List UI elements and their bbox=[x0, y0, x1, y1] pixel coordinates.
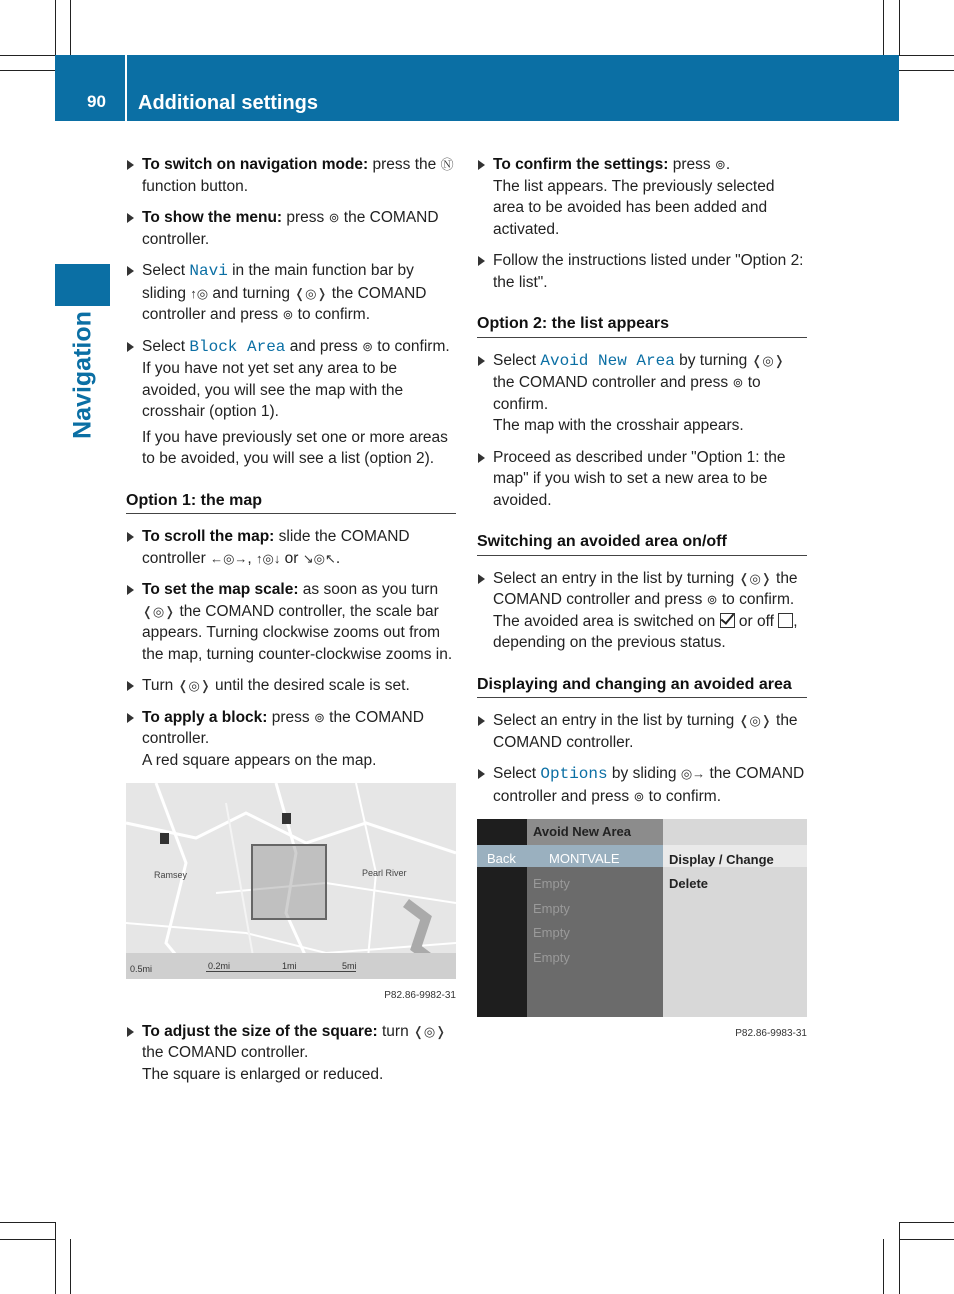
list-item bbox=[126, 260, 456, 326]
subheading: Option 1: the map bbox=[126, 490, 456, 515]
map-screenshot bbox=[126, 783, 456, 979]
map-place-label: Pearl River bbox=[362, 868, 407, 878]
item-text: Proceed as described under "Option 1: the map" if you wish to set a new area to be avoided. bbox=[493, 448, 786, 509]
item-text: by sliding bbox=[607, 765, 681, 782]
press-icon: ⊚ bbox=[706, 592, 718, 607]
bullet-icon bbox=[127, 213, 134, 223]
press-icon: ⊚ bbox=[328, 210, 340, 225]
item-note: The avoided area is switched on bbox=[493, 612, 720, 630]
turn-icon: ❬◎❭ bbox=[142, 603, 176, 619]
press-icon: ⊚ bbox=[362, 338, 373, 354]
slide-right-icon: ◎→ bbox=[680, 766, 706, 781]
bullet-icon bbox=[127, 342, 134, 352]
list-item bbox=[126, 579, 456, 665]
item-text: until the desired scale is set. bbox=[210, 677, 410, 694]
item-note: The list appears. The previously selected area to be avoided has been added and activated. bbox=[493, 177, 775, 238]
list-item bbox=[477, 350, 807, 437]
item-text: the COMAND controller and press bbox=[493, 374, 733, 391]
page-header bbox=[55, 55, 899, 121]
list-item bbox=[477, 154, 807, 240]
item-lead: To adjust the size of the square: bbox=[142, 1022, 378, 1040]
item-lead: To apply a block: bbox=[142, 708, 268, 726]
turn-icon: ❬◎❭ bbox=[738, 570, 772, 586]
item-text: , bbox=[247, 549, 257, 567]
turn-icon: ❬◎❭ bbox=[177, 678, 211, 693]
item-note: If you have not yet set any area to be avoided, you will see the map with the crosshair (option 1). bbox=[142, 360, 404, 420]
item-text: by turning bbox=[674, 351, 752, 369]
screen-title: Avoid New Area bbox=[527, 819, 663, 845]
list-item bbox=[477, 447, 807, 512]
list-item bbox=[126, 675, 456, 697]
item-text: press bbox=[668, 156, 715, 173]
press-icon: ⊚ bbox=[732, 375, 744, 390]
item-text: the COMAND controller. bbox=[142, 1044, 309, 1061]
navi-button-icon: Ⓝ bbox=[440, 157, 454, 172]
item-text: and turning bbox=[208, 284, 295, 302]
press-icon: ⊚ bbox=[313, 709, 325, 725]
menu-term: Block Area bbox=[189, 337, 286, 356]
item-lead: To show the menu: bbox=[142, 209, 283, 226]
list-item bbox=[126, 707, 456, 772]
bullet-icon bbox=[478, 716, 485, 726]
bullet-icon bbox=[127, 681, 134, 691]
item-lead: To switch on navigation mode: bbox=[142, 156, 369, 173]
item-lead: To scroll the map: bbox=[142, 528, 275, 545]
press-icon: ⊚ bbox=[282, 307, 294, 322]
map-place-label: Ramsey bbox=[154, 870, 188, 880]
scale-label: 0.2mi bbox=[208, 961, 231, 971]
subheading: Displaying and changing an avoided area bbox=[477, 674, 807, 699]
item-text: to confirm. bbox=[493, 374, 761, 413]
crop-mark bbox=[899, 1239, 954, 1240]
figure-id: P82.86-9983-31 bbox=[735, 1028, 807, 1039]
turn-icon: ❬◎❭ bbox=[751, 352, 785, 368]
sidebar-tab bbox=[55, 305, 110, 445]
list-item bbox=[126, 1021, 456, 1086]
crop-mark bbox=[883, 1239, 884, 1294]
crop-mark bbox=[0, 55, 55, 56]
item-text: slide the COMAND controller bbox=[142, 528, 410, 567]
item-text: the COMAND controller and press bbox=[142, 284, 427, 323]
item-text: in the main function bar by sliding bbox=[142, 262, 414, 302]
list-item bbox=[126, 526, 456, 569]
item-text: the COMAND controller. bbox=[142, 708, 424, 747]
column-left bbox=[126, 154, 456, 1095]
scale-label: 0.5mi bbox=[130, 964, 153, 974]
sidebar-label: Navigation bbox=[68, 311, 96, 439]
crop-mark bbox=[0, 70, 55, 71]
item-text: Select an entry in the list by turning bbox=[493, 712, 739, 729]
item-text: the COMAND controller. bbox=[142, 209, 439, 248]
item-text: press bbox=[282, 209, 329, 226]
list-figure bbox=[477, 819, 807, 1045]
item-note: A red square appears on the map. bbox=[142, 751, 377, 769]
item-text: to confirm. bbox=[644, 787, 722, 805]
item-text: to confirm. bbox=[293, 306, 371, 323]
section-title: Additional settings bbox=[138, 92, 318, 114]
bullet-icon bbox=[127, 266, 134, 276]
item-text: as soon as you turn bbox=[298, 581, 439, 598]
press-icon: ⊚ bbox=[633, 788, 645, 804]
item-text: . bbox=[335, 549, 341, 567]
bullet-icon bbox=[127, 713, 134, 723]
crop-mark bbox=[899, 55, 954, 56]
fuel-icon bbox=[282, 813, 291, 824]
screen-option: Delete bbox=[669, 876, 709, 891]
list-item bbox=[477, 250, 807, 293]
scale-label: 1mi bbox=[282, 961, 297, 971]
screen-list-entry: Empty bbox=[533, 925, 570, 940]
screen-list-entry: Empty bbox=[533, 876, 570, 891]
slide-up-down-icon: ↑◎↓ bbox=[256, 550, 281, 566]
scale-ruler bbox=[206, 971, 356, 972]
item-lead: To set the map scale: bbox=[142, 581, 299, 598]
subheading: Switching an avoided area on/off bbox=[477, 531, 807, 556]
item-note: The map with the crosshair appears. bbox=[493, 417, 744, 434]
turn-icon: ❬◎❭ bbox=[413, 1023, 447, 1039]
slide-up-icon: ↑◎ bbox=[190, 285, 209, 301]
list-item bbox=[126, 207, 456, 250]
list-item bbox=[126, 336, 456, 470]
slide-left-right-icon: ←◎→ bbox=[210, 550, 248, 566]
item-text: press bbox=[267, 708, 314, 726]
menu-term: Navi bbox=[189, 262, 228, 280]
sidebar-block bbox=[55, 264, 110, 306]
bullet-icon bbox=[127, 1027, 134, 1037]
screen-back-label: Back bbox=[487, 851, 516, 866]
column-right bbox=[477, 154, 807, 1059]
item-lead: To confirm the settings: bbox=[493, 156, 669, 173]
screen-list-entry: MONTVALE bbox=[549, 851, 620, 866]
checkbox-unchecked-icon bbox=[778, 613, 793, 628]
list-item bbox=[126, 154, 456, 197]
press-icon: ⊚ bbox=[714, 157, 726, 172]
scale-bar bbox=[126, 953, 456, 979]
page-number: 90 bbox=[87, 92, 106, 111]
crop-mark bbox=[0, 1222, 55, 1223]
bullet-icon bbox=[127, 585, 134, 595]
crop-mark bbox=[70, 1239, 71, 1294]
bullet-icon bbox=[478, 356, 485, 366]
crop-mark bbox=[899, 1222, 954, 1223]
bullet-icon bbox=[127, 532, 134, 542]
item-text: Select bbox=[493, 765, 541, 782]
item-text: the COMAND controller and press bbox=[493, 569, 798, 608]
item-note: If you have previously set one or more areas to be avoided, you will see a list (option 2). bbox=[142, 428, 448, 467]
crop-mark bbox=[899, 70, 954, 71]
item-text: Turn bbox=[142, 677, 178, 694]
screen-back-row bbox=[477, 845, 663, 867]
list-item bbox=[477, 568, 807, 654]
crop-mark bbox=[55, 1222, 56, 1294]
item-text: and press bbox=[285, 337, 363, 355]
list-screenshot bbox=[477, 819, 807, 1017]
crop-mark bbox=[899, 0, 900, 55]
item-text: Select an entry in the list by turning bbox=[493, 569, 739, 587]
item-note: or off bbox=[734, 612, 779, 630]
item-note: , depending on the previous status. bbox=[493, 612, 798, 651]
page-number-box bbox=[55, 55, 125, 121]
item-text: Select bbox=[493, 351, 541, 369]
item-text: turn bbox=[377, 1022, 414, 1040]
bullet-icon bbox=[127, 160, 134, 170]
item-text: . bbox=[725, 156, 731, 173]
screen-list-entry: Empty bbox=[533, 901, 570, 916]
menu-term: Avoid New Area bbox=[540, 351, 675, 370]
menu-term: Options bbox=[540, 765, 608, 783]
list-item bbox=[477, 763, 807, 807]
item-text: the COMAND controller. bbox=[493, 712, 798, 751]
item-text: Select bbox=[142, 262, 190, 279]
item-text: Follow the instructions listed under "Option 2: the list". bbox=[493, 252, 804, 291]
item-note: The square is enlarged or reduced. bbox=[142, 1065, 384, 1083]
crop-mark bbox=[883, 0, 884, 55]
bullet-icon bbox=[478, 574, 485, 584]
crop-mark bbox=[70, 0, 71, 55]
turn-icon: ❬◎❭ bbox=[294, 285, 328, 301]
screen-list-entry: Empty bbox=[533, 950, 570, 965]
screen-option: Display / Change bbox=[669, 852, 774, 867]
item-text: to confirm. bbox=[373, 337, 450, 355]
item-text: or bbox=[280, 549, 303, 567]
bullet-icon bbox=[478, 160, 485, 170]
crop-mark bbox=[55, 0, 56, 55]
scale-label: 5mi bbox=[342, 961, 357, 971]
bullet-icon bbox=[478, 256, 485, 266]
fuel-icon bbox=[160, 833, 169, 844]
item-text: Select bbox=[142, 337, 190, 355]
item-text: function button. bbox=[142, 177, 248, 195]
item-text: the COMAND controller, the scale bar appears. Turning clockwise zooms out from the map, turning counter-clockwise zooms in. bbox=[142, 602, 453, 663]
crop-mark bbox=[899, 1222, 900, 1294]
figure-id: P82.86-9982-31 bbox=[384, 990, 456, 1001]
item-text: press the bbox=[368, 156, 441, 173]
item-text: the COMAND controller and press bbox=[493, 765, 805, 805]
subheading: Option 2: the list appears bbox=[477, 313, 807, 338]
bullet-icon bbox=[478, 453, 485, 463]
item-text: to confirm. bbox=[717, 591, 795, 608]
header-divider bbox=[125, 55, 127, 121]
map-figure bbox=[126, 783, 456, 1007]
list-item bbox=[477, 710, 807, 753]
bullet-icon bbox=[478, 769, 485, 779]
checkbox-checked-icon bbox=[720, 613, 735, 628]
crop-mark bbox=[0, 1239, 55, 1240]
turn-icon: ❬◎❭ bbox=[738, 713, 772, 728]
slide-diagonal-icon: ↘◎↖ bbox=[302, 550, 336, 566]
